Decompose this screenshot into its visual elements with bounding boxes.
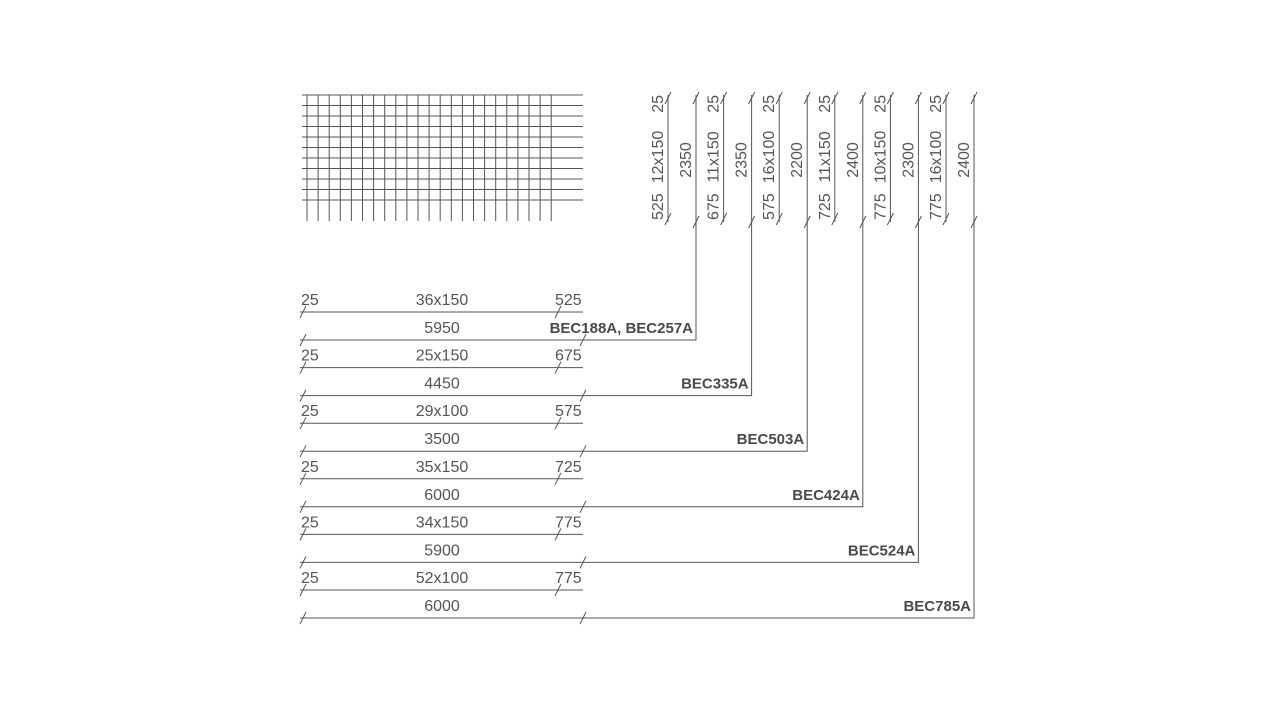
width-total-label: 2350: [733, 142, 751, 178]
width-end-label: 25: [928, 95, 945, 113]
length-start-label: 25: [301, 403, 319, 421]
width-start-label: 575: [761, 193, 779, 220]
length-spacing-label: 52x100: [415, 570, 469, 587]
width-start-label: 775: [928, 193, 945, 220]
width-total-label: 2350: [678, 142, 695, 178]
length-start-label: 25: [301, 347, 319, 365]
length-spacing-label: 35x150: [415, 458, 469, 476]
length-spacing-label: 29x100: [415, 403, 469, 421]
length-total-label: 3500: [424, 431, 460, 449]
width-spacing-label: 16x100: [928, 130, 945, 184]
width-start-label: 775: [872, 193, 890, 220]
length-end-label: 775: [555, 514, 582, 532]
mesh-connector-line: [300, 95, 807, 451]
width-end-label: 25: [650, 95, 667, 113]
dimension-lines: [300, 92, 977, 624]
width-spacing-label: 10x150: [872, 130, 890, 184]
length-end-label: 575: [555, 403, 582, 421]
mesh-code-label: BEC424A: [792, 486, 860, 504]
mesh-code-label: BEC335A: [681, 375, 749, 393]
length-end-label: 675: [555, 347, 582, 365]
width-end-label: 25: [872, 95, 890, 113]
length-start-label: 25: [301, 292, 319, 309]
length-end-label: 775: [555, 570, 582, 587]
length-spacing-label: 36x150: [415, 292, 469, 309]
length-total-label: 5900: [424, 542, 460, 560]
width-spacing-label: 12x150: [650, 130, 667, 184]
length-spacing-label: 34x150: [415, 514, 469, 532]
width-start-label: 675: [705, 193, 723, 220]
mesh-code-label: BEC503A: [736, 431, 805, 449]
mesh-grid-icon: [302, 95, 583, 221]
width-total-label: 2300: [900, 142, 918, 178]
mesh-code-label: BEC188A, BEC257A: [549, 320, 693, 337]
width-end-label: 25: [761, 95, 779, 113]
mesh-connector-line: [300, 95, 752, 396]
mesh-connector-line: [300, 95, 696, 340]
length-total-label: 4450: [424, 375, 460, 393]
length-total-label: 6000: [424, 598, 460, 615]
width-start-label: 725: [816, 193, 834, 220]
length-end-label: 725: [555, 458, 582, 476]
width-spacing-label: 11x150: [816, 131, 834, 183]
length-start-label: 25: [301, 458, 319, 476]
width-total-label: 2200: [789, 142, 807, 178]
width-end-label: 25: [816, 95, 834, 113]
mesh-code-label: BEC524A: [847, 542, 916, 560]
width-start-label: 525: [650, 193, 667, 220]
width-end-label: 25: [705, 95, 723, 113]
length-spacing-label: 25x150: [415, 347, 469, 365]
length-total-label: 5950: [424, 320, 460, 337]
length-end-label: 525: [555, 292, 582, 309]
length-start-label: 25: [301, 570, 319, 587]
width-total-label: 2400: [844, 142, 862, 178]
width-spacing-label: 11x150: [705, 131, 723, 183]
width-total-label: 2400: [956, 142, 973, 178]
mesh-code-label: BEC785A: [903, 598, 971, 615]
length-start-label: 25: [301, 514, 319, 532]
width-spacing-label: 16x100: [761, 130, 779, 184]
length-total-label: 6000: [424, 486, 460, 504]
